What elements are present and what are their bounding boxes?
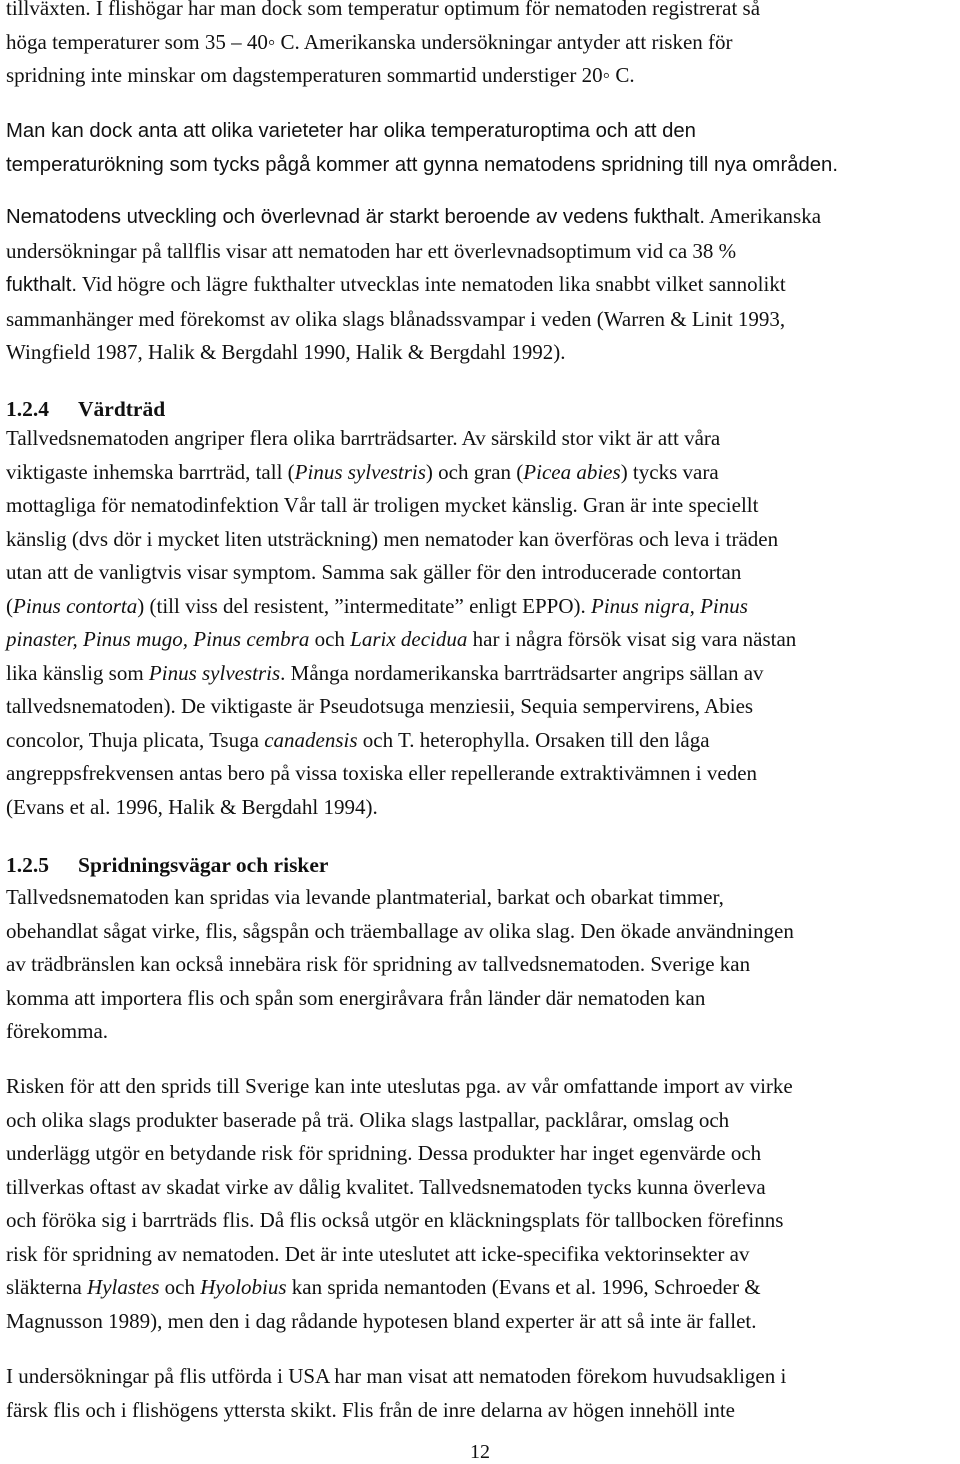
genus-name: Hylastes	[87, 1275, 160, 1299]
section-title: Spridningsvägar och risker	[78, 853, 329, 877]
text-segment: släkterna	[6, 1275, 88, 1299]
text-line: Magnusson 1989), men den i dag rådande hypotesen bland experter är att så inte är fallet.	[6, 1308, 757, 1333]
text-line: förekomma.	[6, 1019, 109, 1043]
paragraph-host-trees	[6, 422, 954, 824]
text-line: temperaturökning som tycks pågå kommer att gynna nematodens spridning till nya områden.	[6, 153, 838, 176]
text-line: och olika slags produkter baserade på trä. Olika slags lastpallar, packlårar, omslag och	[6, 1107, 730, 1132]
page-number: 12	[470, 1441, 490, 1463]
species-name: Pinus contorta	[13, 593, 138, 618]
species-name: Pinus sylvestris	[148, 660, 281, 685]
text-segment: kan sprida nemantoden (Evans et al. 1996, Schroeder &	[286, 1275, 761, 1299]
text-line: tillväxten. I flishögar har man dock som temperatur optimum för nematoden registrerat så	[6, 0, 761, 20]
species-name: Pinus sylvestris	[294, 459, 426, 484]
text-line: (Evans et al. 1996, Halik & Bergdahl 1994).	[6, 794, 378, 819]
text-line: utan att de vanligtvis visar symptom. Samma sak gäller för den introducerade contortan	[6, 560, 742, 584]
paragraph-spread-pathways	[6, 881, 954, 1049]
section-heading-spridningsvagar	[6, 850, 328, 880]
paragraph-temperature-optimum	[6, 0, 954, 93]
text-segment: ) tycks vara	[620, 459, 719, 484]
text-segment: har i några försök visat sig vara nästan	[467, 627, 797, 651]
section-number: 1.2.5	[6, 853, 49, 877]
text-line: I undersökningar på flis utförda i USA har man visat att nematoden förekom huvudsakligen i	[6, 1364, 787, 1388]
text-segment: och	[309, 627, 351, 651]
text-line: undersökningar på tallflis visar att nematoden har ett överlevnadsoptimum vid ca 38 %	[6, 238, 737, 263]
section-title: Värdträd	[78, 397, 166, 421]
paragraph-varieties	[6, 115, 954, 182]
text-line: angreppsfrekvensen antas bero på vissa toxiska eller repellerande extraktivämnen i veden	[6, 761, 758, 785]
text-segment: lika känslig som	[6, 660, 149, 685]
paragraph-moisture	[6, 200, 954, 370]
paragraph-import-risk	[6, 1070, 954, 1338]
text-line: känslig (dvs dör i mycket liten utsträckning) men nematoder kan överföras och leva i träden	[6, 526, 779, 551]
text-segment: ) (till viss del resistent, ”intermeditate” enligt EPPO).	[137, 593, 591, 618]
text-line: Tallvedsnematoden kan spridas via levande plantmaterial, barkat och obarkat timmer,	[6, 885, 724, 909]
text-segment: och T. heterophylla. Orsaken till den låga	[357, 727, 710, 752]
species-name: Picea abies	[523, 459, 621, 484]
text-line: höga temperaturer som 35 – 40◦ C. Amerikanska undersökningar antyder att risken för	[6, 29, 733, 54]
text-line: underlägg utgör en betydande risk för spridning. Dessa produkter har inget egenvärde och	[6, 1141, 762, 1165]
text-line: Wingfield 1987, Halik & Bergdahl 1990, Halik & Bergdahl 1992).	[6, 340, 566, 364]
text-segment: Amerikanska	[704, 204, 822, 228]
text-segment: . Många nordamerikanska barrträdsarter angrips sällan av	[280, 660, 764, 685]
text-line: obehandlat sågat virke, flis, sågspån och träemballage av olika slag. Den ökade användningen	[6, 918, 794, 943]
species-name: Larix decidua	[350, 627, 468, 651]
text-segment: Nematodens utveckling och överlevnad är starkt beroende av vedens fukthalt.	[6, 206, 705, 228]
species-name: Pinus nigra, Pinus	[591, 593, 748, 618]
text-line: spridning inte minskar om dagstemperaturen sommartid understiger 20◦ C.	[6, 63, 635, 87]
text-segment: concolor, Thuja plicata, Tsuga	[6, 727, 265, 752]
text-line: tallvedsnematoden). De viktigaste är Pseudotsuga menziesii, Sequia sempervirens, Abies	[6, 694, 754, 718]
text-line: av trädbränslen kan också innebära risk för spridning av tallvedsnematoden. Sverige kan	[6, 952, 751, 976]
species-name: pinaster, Pinus mugo, Pinus cembra	[6, 627, 310, 651]
text-segment: (	[6, 593, 13, 618]
text-line: Tallvedsnematoden angriper flera olika barrträdsarter. Av särskild stor vikt är att våra	[6, 426, 721, 450]
text-segment: ) och gran (	[425, 459, 524, 484]
text-segment: och	[159, 1275, 201, 1299]
text-line: mottagliga för nematodinfektion Vår tall är troligen mycket känslig. Gran är inte speciellt	[6, 493, 759, 517]
text-segment: viktigaste inhemska barrträd, tall (	[6, 459, 295, 484]
text-segment: fukthalt.	[6, 274, 78, 296]
text-line: Man kan dock anta att olika varieteter har olika temperaturoptima och att den	[6, 120, 696, 142]
section-number: 1.2.4	[6, 397, 49, 421]
species-name: canadensis	[264, 727, 358, 752]
genus-name: Hyolobius	[200, 1275, 287, 1299]
text-line: tillverkas oftast av skadat virke av dålig kvalitet. Tallvedsnematoden tycks kunna överleva	[6, 1174, 766, 1199]
paragraph-usa-studies	[6, 1360, 954, 1427]
text-line: sammanhänger med förekomst av olika slags blånadssvampar i veden (Warren & Linit 1993,	[6, 306, 786, 331]
section-heading-vardtrad	[6, 394, 165, 424]
text-line: komma att importera flis och spån som energiråvara från länder där nematoden kan	[6, 985, 706, 1010]
text-line: färsk flis och i flishögens yttersta skikt. Flis från de inre delarna av högen innehöll inte	[6, 1397, 735, 1422]
text-line: Risken för att den sprids till Sverige kan inte uteslutas pga. av vår omfattande import av virke	[6, 1074, 793, 1098]
text-line: risk för spridning av nematoden. Det är inte uteslutet att icke-specifika vektorinsekter av	[6, 1241, 750, 1266]
text-segment: Vid högre och lägre fukthalter utvecklas inte nematoden lika snabbt vilket sannolikt	[77, 272, 786, 296]
text-line: och föröka sig i barrträds flis. Då flis också utgör en kläckningsplats för tallbocken förefinns	[6, 1208, 784, 1232]
